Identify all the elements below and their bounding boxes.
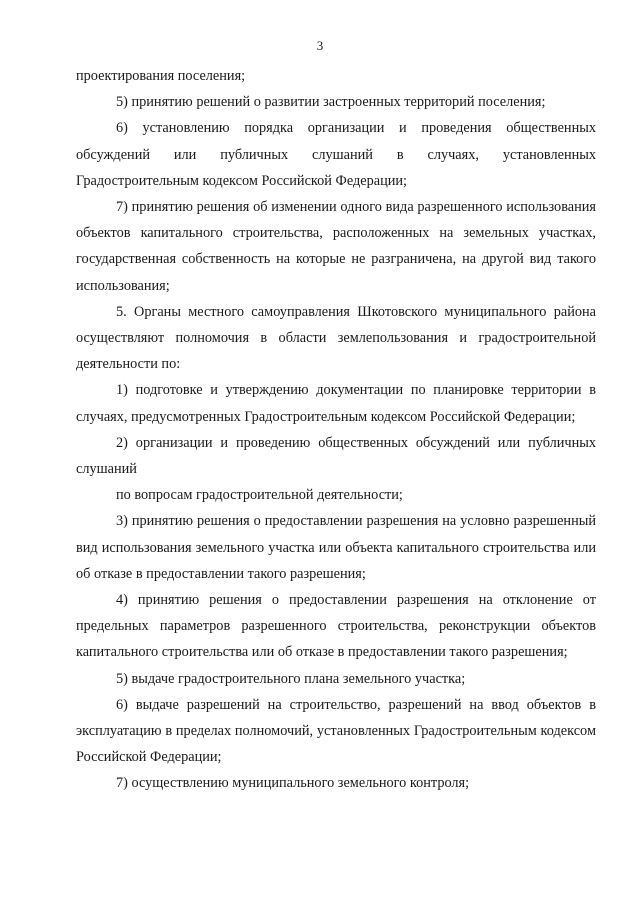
- document-body: [76, 63, 596, 797]
- paragraph: по вопросам градостроительной деятельности;: [116, 487, 403, 504]
- paragraph: проектирования поселения;: [76, 68, 246, 84]
- page-number: 3: [316, 38, 324, 53]
- paragraph: 4) принятию решения о предоставлении разрешения на отклонение от предельных параметров разрешенного строительства, реконструкции объектов капитального строительства или об отказе в предоставлении такого разрешения;: [76, 592, 596, 661]
- paragraph: 2) организации и проведению общественных обсуждений или публичных слушаний: [76, 434, 596, 478]
- paragraph: 7) принятию решения об изменении одного вида разрешенного использования объектов капитального строительства, расположенных на земельных участках, государственная собственность на которые не разграничена, на другой вид такого использования;: [76, 199, 596, 294]
- paragraph: 3) принятию решения о предоставлении разрешения на условно разрешенный вид использования земельного участка или объекта капитального строительства или об отказе в предоставлении такого разрешения;: [76, 513, 596, 582]
- paragraph: 6) установлению порядка организации и проведения общественных обсуждений или публичных слушаний в случаях, установленных Градостроительным кодексом Российской Федерации;: [76, 120, 596, 189]
- paragraph: 5. Органы местного самоуправления Шкотовского муниципального района осуществляют полномочия в области землепользования и градостроительной деятельности по:: [76, 303, 596, 373]
- paragraph: 5) принятию решений о развитии застроенных территорий поселения;: [116, 94, 546, 111]
- paragraph: 1) подготовке и утверждению документации по планировке территории в случаях, предусмотренных Градостроительным кодексом Российской Федерации;: [76, 382, 596, 425]
- paragraph: 7) осуществлению муниципального земельного контроля;: [116, 775, 470, 792]
- paragraph: 5) выдаче градостроительного плана земельного участка;: [116, 670, 466, 687]
- paragraph: 6) выдаче разрешений на строительство, разрешений на ввод объектов в эксплуатацию в пределах полномочий, установленных Градостроительным кодексом Российской Федерации;: [76, 696, 596, 766]
